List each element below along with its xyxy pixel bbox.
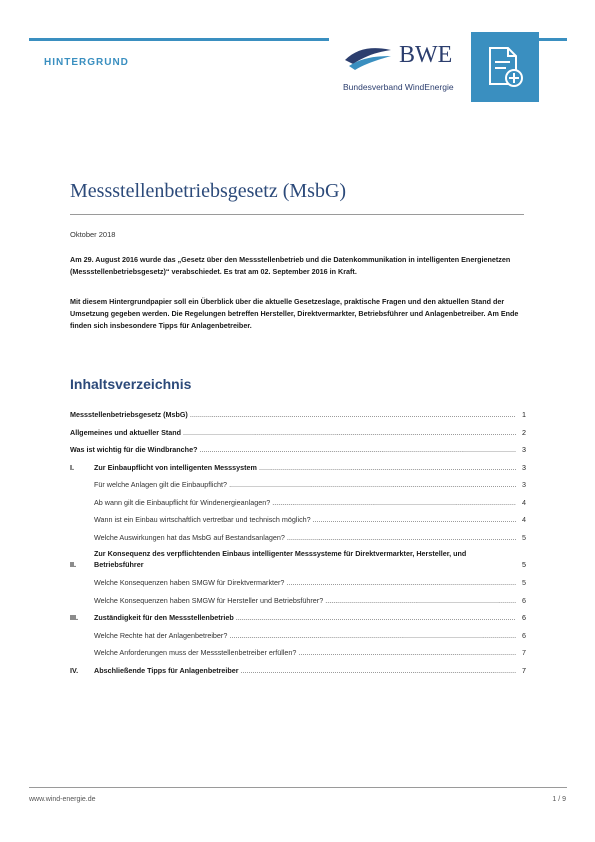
toc-leader (190, 406, 516, 424)
toc-entry-page: 5 (522, 532, 526, 542)
section-tag: HINTERGRUND (44, 57, 129, 68)
toc-entry-label: Welche Konsequenzen haben SMGW für Direktvermarkter? (94, 578, 285, 587)
wing-logo-icon (343, 42, 393, 72)
toc-leader (236, 609, 516, 627)
toc-entry[interactable] (70, 459, 526, 477)
toc-entry-label: Ab wann gilt die Einbaupflicht für Windenergieanlagen? (94, 497, 271, 507)
toc-leader (287, 529, 516, 547)
bwe-logo (329, 32, 471, 102)
page-number: 1 / 9 (552, 796, 566, 803)
toc-leader (298, 644, 516, 662)
toc-entry[interactable] (70, 441, 526, 459)
toc-entry[interactable] (70, 662, 526, 680)
toc-entry-page: 4 (522, 497, 526, 507)
toc-leader (325, 592, 516, 610)
toc-entry[interactable] (70, 609, 526, 627)
logo-subtitle: Bundesverband WindEnergie (343, 82, 454, 92)
toc-subentry[interactable] (70, 476, 526, 494)
toc-entry-page: 3 (522, 480, 526, 489)
toc-subentry[interactable] (70, 494, 526, 512)
toc-leader (183, 424, 516, 442)
toc-entry-label: Zur Konsequenz des verpflichtenden Einbaus intelligenter Messsysteme für Direktvermarkter, Hersteller, und Betriebsführer (94, 549, 467, 569)
document-date: Oktober 2018 (70, 230, 116, 239)
toc-entry-page: 3 (522, 462, 526, 472)
toc-subentry[interactable] (70, 529, 526, 547)
toc-leader (229, 627, 516, 645)
toc-entry-number: III. (70, 613, 78, 622)
document-add-button[interactable] (471, 32, 539, 102)
toc-entry-page: 2 (522, 427, 526, 437)
toc-entry-label: Zur Einbaupflicht von intelligenten Messsystem (94, 462, 257, 472)
toc-entry-page: 6 (522, 630, 526, 640)
toc-entry-label: Wann ist ein Einbau wirtschaftlich vertretbar und technisch möglich? (94, 515, 311, 524)
toc-entry-label: Messstellenbetriebsgesetz (MsbG) (70, 410, 188, 419)
toc-leader (286, 574, 516, 592)
toc-leader (313, 511, 516, 529)
toc-entry-label: Für welche Anlagen gilt die Einbaupflicht? (94, 480, 228, 489)
toc-entry-page: 7 (522, 648, 526, 657)
toc-leader (241, 662, 516, 680)
toc-entry-label: Zuständigkeit für den Messstellenbetrieb (94, 613, 234, 622)
toc-leader (272, 494, 516, 512)
toc-entry[interactable] (70, 546, 526, 574)
toc-entry-page: 5 (522, 560, 526, 569)
toc-entry-page: 4 (522, 515, 526, 524)
toc-entry-label: Welche Konsequenzen haben SMGW für Hersteller und Betriebsführer? (94, 595, 324, 605)
logo-wordmark: BWE (399, 42, 453, 68)
toc-entry-number: I. (70, 462, 74, 472)
footer-rule (29, 787, 567, 788)
toc-entry-label: Abschließende Tipps für Anlagenbetreiber (94, 665, 239, 675)
toc-entry-number: IV. (70, 665, 79, 675)
toc-leader (229, 476, 516, 494)
toc-heading: Inhaltsverzeichnis (70, 376, 192, 392)
table-of-contents (70, 406, 526, 679)
toc-entry-label: Allgemeines und aktueller Stand (70, 427, 182, 437)
toc-entry-label: Welche Auswirkungen hat das MsbG auf Bestandsanlagen? (94, 532, 285, 542)
toc-entry-label: Welche Anforderungen muss der Messstellenbetreiber erfüllen? (94, 648, 297, 657)
title-divider (70, 214, 524, 215)
toc-entry-page: 7 (522, 665, 526, 675)
toc-entry[interactable] (70, 406, 526, 424)
summary-paragraph: Mit diesem Hintergrundpapier soll ein Überblick über die aktuelle Gesetzeslage, praktische Fragen und den aktuellen Stand der Umsetzung gegeben werden. Die Regelungen betreffen Hersteller, Direktvermarkter, Betriebsführer und Anlagenbetreiber. Am Ende finden sich insbesondere Tipps für Anlagenbetreiber. (70, 297, 519, 330)
toc-leader (199, 441, 516, 459)
page-title: Messstellenbetriebsgesetz (MsbG) (70, 180, 347, 202)
toc-subentry[interactable] (70, 574, 526, 592)
toc-entry-page: 6 (522, 613, 526, 622)
document-add-icon (486, 46, 524, 88)
intro-paragraph: Am 29. August 2016 wurde das „Gesetz über den Messstellenbetrieb und die Datenkommunikation in intelligenten Energienetzen (Messstellenbetriebsgesetz)“ verabschiedet. Es trat am 02. September 2016 in Kraft. (70, 255, 511, 276)
toc-entry-page: 3 (522, 445, 526, 454)
toc-entry-label: Welche Rechte hat der Anlagenbetreiber? (94, 630, 228, 640)
toc-entry-page: 5 (522, 578, 526, 587)
footer-website-link[interactable]: www.wind-energie.de (29, 796, 96, 803)
toc-entry-page: 1 (522, 410, 526, 419)
toc-leader (259, 459, 516, 477)
toc-subentry[interactable] (70, 644, 526, 662)
toc-entry[interactable] (70, 424, 526, 442)
toc-subentry[interactable] (70, 627, 526, 645)
toc-subentry[interactable] (70, 592, 526, 610)
toc-entry-number: II. (70, 560, 76, 569)
toc-entry-page: 6 (522, 595, 526, 605)
toc-entry-label: Was ist wichtig für die Windbranche? (70, 445, 198, 454)
toc-subentry[interactable] (70, 511, 526, 529)
